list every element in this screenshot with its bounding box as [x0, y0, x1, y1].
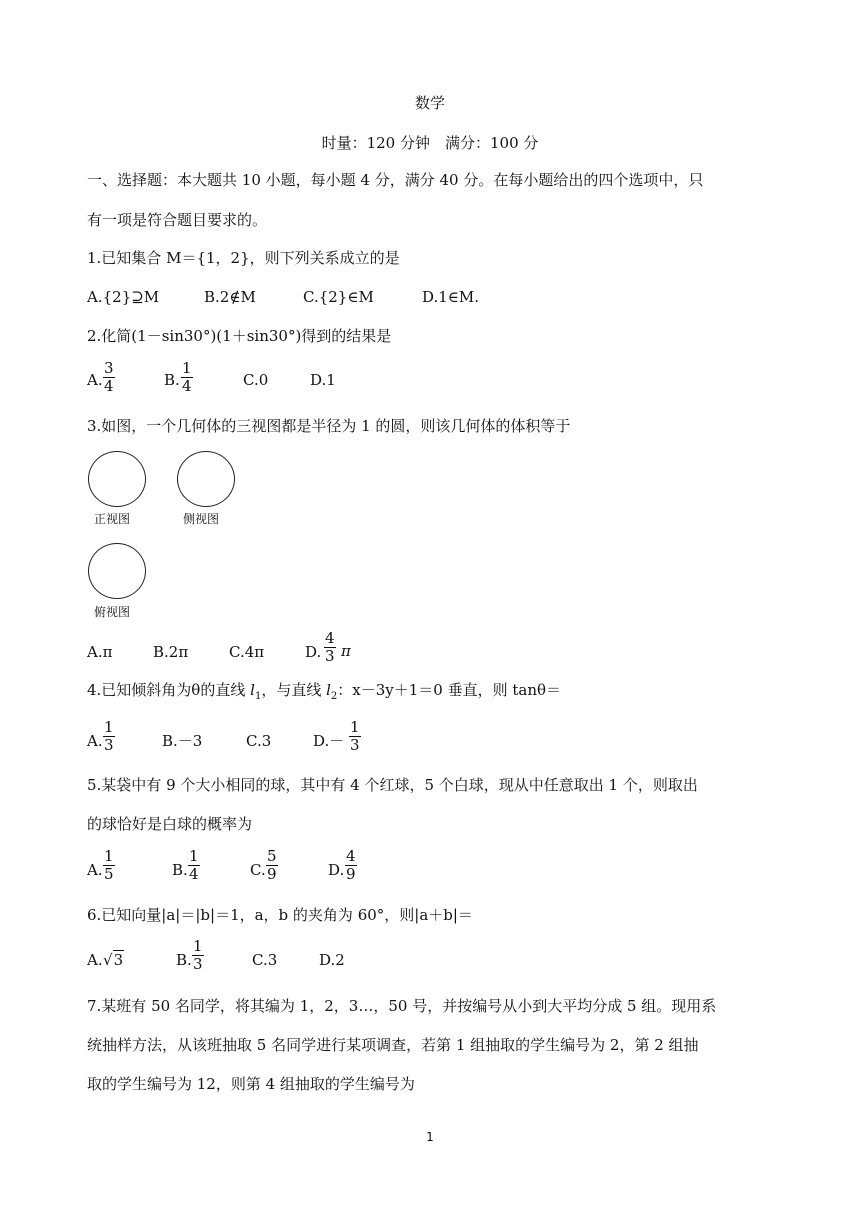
side-view-circle — [177, 451, 235, 507]
q5-option-d-label: D. — [328, 861, 345, 879]
fraction-denominator: 4 — [189, 865, 199, 883]
question-7-stem-line3: 取的学生编号为 12，则第 4 组抽取的学生编号为 — [87, 1075, 415, 1093]
fraction-denominator: 3 — [350, 736, 360, 754]
fraction-denominator: 3 — [104, 736, 114, 754]
q3-option-c: C.4π — [229, 643, 265, 661]
q5-option-c-label: C. — [250, 861, 266, 879]
q4-option-d-label: D.－ — [313, 732, 345, 750]
question-7-stem-line1: 7.某班有 50 名同学，将其编为 1，2，3…，50 号，并按编号从小到大平均分成 5 组。现用系 — [87, 997, 717, 1015]
q4-option-a-fraction — [103, 719, 115, 754]
q2-option-c: C.0 — [243, 371, 269, 389]
front-view-circle — [88, 451, 146, 507]
q1-option-c: C.{2}∈M — [303, 288, 374, 306]
question-4-stem — [87, 680, 561, 707]
fraction-numerator: 1 — [189, 847, 199, 865]
q4-stem-pre: 4.已知倾斜角为θ的直线 — [87, 681, 251, 699]
q6-option-a-sqrt — [103, 950, 124, 970]
q4-stem-mid: ，与直线 — [261, 681, 327, 699]
q2-option-b-label: B. — [164, 371, 180, 389]
fraction-numerator: 1 — [182, 359, 192, 377]
q3-option-b: B.2π — [153, 643, 189, 661]
sqrt-icon: √ — [103, 951, 113, 969]
top-view-caption: 俯视图 — [94, 605, 131, 619]
q4-l2-symbol: l — [326, 681, 331, 699]
q4-option-b: B.－3 — [162, 732, 203, 750]
q3-option-d-fraction — [324, 630, 336, 665]
question-7-stem-line2: 统抽样方法，从该班抽取 5 名同学进行某项调查，若第 1 组抽取的学生编号为 2，第 2 组抽 — [87, 1036, 699, 1054]
q4-option-c: C.3 — [246, 732, 272, 750]
fraction-numerator: 1 — [350, 718, 360, 736]
q2-option-a-label: A. — [87, 371, 103, 389]
fraction-numerator: 4 — [325, 629, 335, 647]
q5-option-a-label: A. — [87, 861, 103, 879]
q4-stem-post: ：x－3y＋1＝0 垂直，则 tanθ＝ — [337, 681, 562, 699]
q6-option-d: D.2 — [319, 951, 345, 969]
fraction-numerator: 4 — [346, 847, 356, 865]
question-5-stem-line1: 5.某袋中有 9 个大小相同的球，其中有 4 个红球，5 个白球，现从中任意取出 1 个，则取出 — [87, 776, 698, 794]
page-title: 数学 — [414, 94, 445, 112]
q2-option-d: D.1 — [310, 371, 336, 389]
page-number: 1 — [426, 1130, 434, 1144]
q5-option-d-fraction — [345, 848, 357, 883]
question-1-stem: 1.已知集合 M＝{1，2}，则下列关系成立的是 — [87, 249, 400, 267]
q4-l2-subscript: 2 — [330, 691, 338, 702]
q6-option-c: C.3 — [252, 951, 278, 969]
q4-l1-symbol: l — [250, 681, 255, 699]
fraction-numerator: 1 — [104, 847, 114, 865]
fraction-denominator: 9 — [346, 865, 356, 883]
front-view-caption: 正视图 — [94, 512, 131, 526]
q4-option-d-fraction — [349, 719, 361, 754]
q2-option-b-fraction — [181, 360, 193, 395]
question-2-stem: 2.化简(1－sin30°)(1＋sin30°)得到的结果是 — [87, 327, 392, 345]
q1-option-b: B.2∉M — [204, 288, 256, 306]
section-instructions-line1: 一、选择题：本大题共 10 小题，每小题 4 分，满分 40 分。在每小题给出的四个选项中，只 — [87, 171, 704, 189]
q6-option-b-fraction — [192, 938, 204, 973]
fraction-numerator: 1 — [193, 937, 203, 955]
fraction-numerator: 1 — [104, 718, 114, 736]
question-3-stem: 3.如图，一个几何体的三视图都是半径为 1 的圆，则该几何体的体积等于 — [87, 417, 571, 435]
q4-l1-subscript: 1 — [254, 691, 262, 702]
fraction-denominator: 9 — [267, 865, 277, 883]
q3-option-d-label: D. — [305, 643, 322, 661]
fraction-denominator: 4 — [104, 377, 114, 395]
q1-option-a: A.{2}⊇M — [87, 288, 160, 306]
fraction-numerator: 5 — [267, 847, 277, 865]
question-5-stem-line2: 的球恰好是白球的概率为 — [87, 815, 253, 833]
q4-option-a-label: A. — [87, 732, 103, 750]
q5-option-a-fraction — [103, 848, 115, 883]
section-instructions-line2: 有一项是符合题目要求的。 — [87, 211, 268, 229]
q5-option-c-fraction — [266, 848, 278, 883]
q5-option-b-label: B. — [172, 861, 188, 879]
q3-option-a: A.π — [87, 643, 113, 661]
fraction-denominator: 3 — [325, 647, 335, 665]
q6-option-a-label: A. — [87, 951, 103, 969]
fraction-denominator: 3 — [193, 955, 203, 973]
question-6-stem: 6.已知向量|a|＝|b|＝1，a，b 的夹角为 60°，则|a＋b|＝ — [87, 906, 473, 924]
sqrt-radicand: 3 — [113, 951, 124, 969]
q1-option-d: D.1∈M. — [422, 288, 480, 306]
q2-option-a-fraction — [103, 360, 115, 395]
q5-option-b-fraction — [188, 848, 200, 883]
fraction-numerator: 3 — [104, 359, 114, 377]
fraction-denominator: 5 — [104, 865, 114, 883]
top-view-circle — [88, 543, 146, 599]
side-view-caption: 侧视图 — [183, 512, 220, 526]
q6-option-b-label: B. — [176, 951, 192, 969]
fraction-denominator: 4 — [182, 377, 192, 395]
exam-meta: 时量：120 分钟 满分：100 分 — [321, 134, 539, 152]
q3-option-d-pi: π — [341, 642, 351, 660]
